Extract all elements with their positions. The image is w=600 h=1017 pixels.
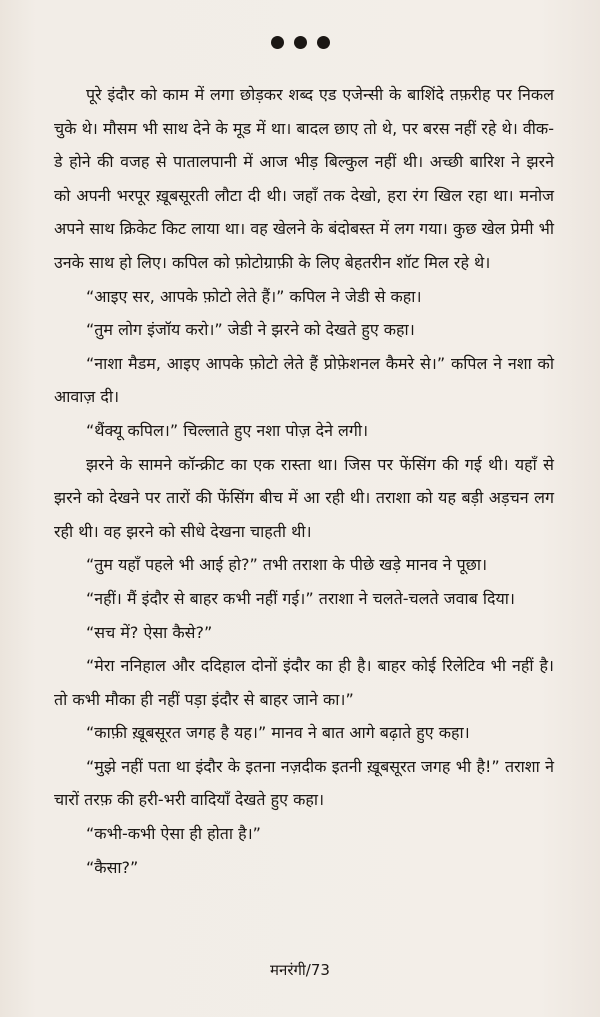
ornament-dot [294, 36, 307, 49]
paragraph: झरने के सामने कॉन्क्रीट का एक रास्ता था। जिस पर फेंसिंग की गई थी। यहाँ से झरने को देखने पर तारों की फेंसिंग बीच में आ रही थी। तराशा को यह बड़ी अड़चन लग रही थी। वह झरने को सीधे देखना चाहती थी। [54, 454, 554, 541]
section-ornament [0, 36, 600, 49]
ornament-dot [271, 36, 284, 49]
paragraph: “मेरा ननिहाल और ददिहाल दोनों इंदौर का ही है। बाहर कोई रिलेटिव भी नहीं है। तो कभी मौका ही नहीं पड़ा इंदौर से बाहर जाने का।” [54, 656, 554, 709]
paragraph: “काफ़ी ख़ूबसूरत जगह है यह।” मानव ने बात आगे बढ़ाते हुए कहा। [86, 723, 470, 743]
paragraph: “कैसा?” [86, 857, 139, 877]
paragraph: “आइए सर, आपके फ़ोटो लेते हैं।” कपिल ने जेडी से कहा। [86, 286, 422, 306]
paragraph: “नहीं। मैं इंदौर से बाहर कभी नहीं गई।” तराशा ने चलते-चलते जवाब दिया। [86, 588, 515, 608]
paragraph: पूरे इंदौर को काम में लगा छोड़कर शब्द एड एजेन्सी के बाशिंदे तफ़रीह पर निकल चुके थे। मौसम भी साथ देने के मूड में था। बादल छाए तो थे, पर बरस नहीं रहे थे। वीक-डे होने की वजह से पातालपानी में आज भीड़ बिल्कुल नहीं थी। अच्छी बारिश ने झरने को अपनी भरपूर ख़ूबसूरती लौटा दी थी। जहाँ तक देखो, हरा रंग खिल रहा था। मनोज अपने साथ क्रिकेट किट लाया था। वह खेलने के बंदोबस्त में लग गया। कुछ खेल प्रेमी भी उनके साथ हो लिए। कपिल को फ़ोटोग्राफ़ी के लिए बेहतरीन शॉट मिल रहे थे। [54, 85, 554, 272]
paragraph: “सच में? ऐसा कैसे?” [86, 622, 213, 642]
paragraph: “थैंक्यू कपिल।” चिल्लाते हुए नशा पोज़ देने लगी। [86, 420, 369, 440]
paragraph: “कभी-कभी ऐसा ही होता है।” [86, 824, 261, 844]
paragraph: “नाशा मैडम, आइए आपके फ़ोटो लेते हैं प्रोफ़ेशनल कैमरे से।” कपिल ने नशा को आवाज़ दी। [54, 353, 554, 407]
page-footer: मनरंगी/73 [270, 961, 330, 979]
paragraph: “तुम यहाँ पहले भी आई हो?” तभी तराशा के पीछे खड़े मानव ने पूछा। [86, 555, 488, 575]
body-text [54, 78, 554, 884]
paragraph: “तुम लोग इंजॉय करो।” जेडी ने झरने को देखते हुए कहा। [86, 320, 415, 340]
ornament-dot [317, 36, 330, 49]
paragraph: “मुझे नहीं पता था इंदौर के इतना नज़दीक इतनी ख़ूबसूरत जगह भी है!” तराशा ने चारों तरफ़ की हरी-भरी वादियाँ देखते हुए कहा। [54, 756, 554, 810]
